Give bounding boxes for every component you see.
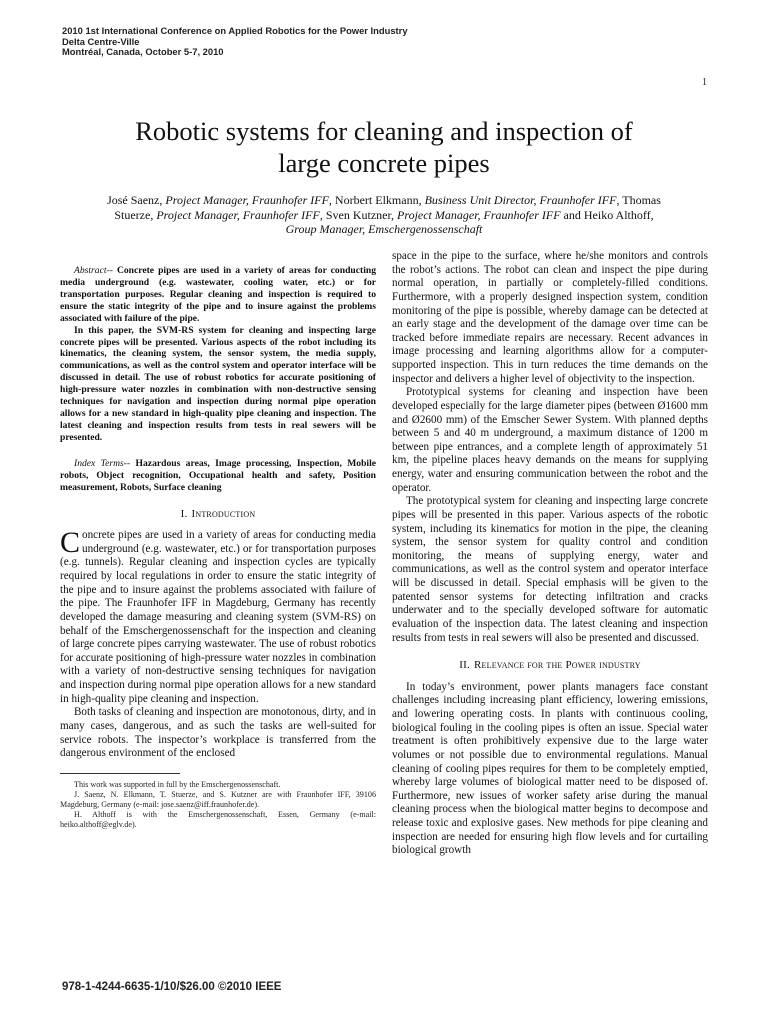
right-column — [392, 250, 708, 858]
paper-title-line-2: large concrete pipes — [278, 148, 490, 178]
author-role: Project Manager, Fraunhofer IFF — [165, 193, 329, 207]
abstract-label: Abstract-- — [74, 265, 113, 276]
intro-paragraph-1 — [60, 526, 376, 706]
paper-title-line-1: Robotic systems for cleaning and inspection of — [135, 116, 633, 146]
index-terms-label: Index Terms-- — [74, 457, 131, 469]
author-name: Sven Kutzner — [325, 207, 392, 222]
drop-cap: C — [60, 526, 81, 560]
intro-paragraph-3: space in the pipe to the surface, where he/she monitors and controls the robot’s actions. The robot can clean and inspect the pipe during normal operation, in partially or completely-filled conditions. Furthermore, with a properly designed inspection system, condition monitoring of the pipe is possible, whereby damage can be detected at an early stage and the development of the damage over time can be tracked before immediate repairs are necessary. Recent advances in image processing and learning algorithms allow for a computer-supported inspection. This in turn reduces the time demands on the inspector and delivers a higher level of objectivity to the inspection. — [392, 250, 708, 385]
section-heading-introduction — [60, 508, 376, 522]
page-number: 1 — [702, 77, 707, 88]
abstract — [60, 265, 376, 325]
section-title: Relevance for the Power industry — [473, 659, 641, 672]
abstract-paragraph-2: In this paper, the SVM-RS system for cleaning and inspecting large concrete pipes will be presented. Various aspects of the robot including its kinematics, the cleaning system, the sensor system, the media supply, communications, as well as the control system and operator interface will be discussed in detail. The use of robust robotics for accurate positioning of high-pressure water nozzles in combination with non-destructive sensing techniques for navigation and inspection during normal pipe operation allows for a new standard in high-quality pipe cleaning and inspection. The latest cleaning and inspection results from tests in real sewers will be presented. — [60, 324, 376, 443]
author-name: José Saenz — [107, 193, 160, 207]
index-terms-text: Hazardous areas, Image processing, Inspection, Mobile robots, Object recognition, Occupational health and safety, Position measurement, Robots, Surface cleaning — [60, 457, 376, 493]
section-title: Introduction — [191, 507, 256, 520]
conference-header — [62, 26, 562, 58]
intro-paragraph-1-text: oncrete pipes are used in a variety of areas for conducting media underground (e.g. wastewater, etc.) or for transportation purposes (e.g. tunnels). Regular cleaning and inspection cycles are typically required by local regulations in order to ensure the static integrity of the pipe and to insure against the problems associated with failure of the pipe. The Fraunhofer IFF in Magdeburg, Germany has recently developed the damage measuring and cleaning system (SVM-RS) on behalf of the Emschergenossenschaft for the inspection and cleaning of large concrete pipes carrying wastewater. The use of robust robotics for accurate positioning of high-pressure water nozzles in combination with a variety of non-destructive sensing techniques for navigation and inspection during normal pipe operation allows for a new standard in high-quality pipe cleaning and inspection. — [60, 529, 376, 705]
footnote-affiliation-1: J. Saenz, N. Elkmann, T. Stuerze, and S. Kutzner are with Fraunhofer IFF, 39106 Magdeburg, Germany (e-mail: jose.saenz@iff.fraunhofer.de). — [60, 789, 376, 809]
isbn-copyright: 978-1-4244-6635-1/10/$26.00 ©2010 IEEE — [62, 981, 282, 993]
conference-venue: Delta Centre-Ville — [62, 35, 140, 47]
footnote-divider — [60, 773, 180, 774]
relevance-paragraph-1: In today’s environment, power plants managers face constant challenges including increasing plant efficiency, lowering emissions, and lowering operating costs. In plants with continuous cooling, biological fouling in the cooling pipes is often an issue. Special water treatment is often prohibitively expensive due to the large water volumes or not possible due to environmental regulations. Manual cleaning of cooling pipes requires for them to be completely emptied, whereby large volumes of biological matter need to be disposed of. Furthermore, new issues of worker safety arise during the manual cleaning process when the biological matter begins to decompose and release toxic and explosive gases. New methods for pipe cleaning and inspection are needed for ensuring high flow levels and for curtailing biological growth — [392, 680, 708, 857]
intro-paragraph-2: Both tasks of cleaning and inspection are monotonous, dirty, and in many cases, dangerous, and as such the tasks are well-suited for service robots. The inspector’s workplace is transferred from the dangerous environment of the enclosed — [60, 706, 376, 760]
index-terms — [60, 458, 376, 494]
intro-paragraph-4: Prototypical systems for cleaning and inspection have been developed especially for the large diameter pipes (between Ø1600 mm and Ø2600 mm) of the Emscher Sewer System. With planned depths between 5 and 40 m underground, a maximum distance of 1200 m between pipe entrances, and a complete length of approximately 51 km, the pipeline places heavy demands on the means for supplying energy, water and ensuring communication between the robot and the operator. — [392, 386, 708, 494]
author-name: Heiko Althoff — [583, 207, 651, 222]
author-role: Project Manager, Fraunhofer IFF — [156, 207, 320, 222]
footnote-affiliation-2: H. Althoff is with the Emschergenossenschaft, Essen, Germany (e-mail: heiko.althoff@eglv.de). — [60, 809, 376, 829]
section-heading-relevance — [392, 659, 708, 673]
conference-location-date: Montréal, Canada, October 5-7, 2010 — [62, 46, 224, 58]
footnote-funding: This work was supported in full by the Emschergenossenschaft. — [74, 779, 281, 789]
author-role: Project Manager, Fraunhofer IFF — [397, 207, 561, 222]
author-name: Norbert Elkmann — [334, 193, 419, 207]
conference-name: 2010 1st International Conference on Applied Robotics for the Power Industry — [62, 25, 408, 36]
intro-paragraph-5: The prototypical system for cleaning and inspecting large concrete pipes will be presented in this paper. Various aspects of the robotic system, including its kinematics for motion in the pipe, the cleaning system, the sensor system for quality control and condition monitoring, the means of supplying energy, water and communications, as well as the control system and operator interface will be discussed in detail. Special emphasis will be given to the patented sensor systems for detecting infiltration and cracks underwater and to the specially developed software for automatic evaluation of the inspection data. The latest cleaning and inspection results from tests in real sewers will also be presented and discussed. — [392, 495, 708, 644]
author-list: José Saenz, Project Manager, Fraunhofer IFF, Norbert Elkmann, Business Unit Director, Fraunhofer IFF, Thomas Stuerze, Project Manager, Fraunhofer IFF, Sven Kutzner, Project Manager, Fraunhofer IFF and Heiko Althoff, Group Manager, Emschergenossenschaft — [107, 193, 661, 237]
paper-title — [40, 115, 728, 179]
abstract-paragraph-1: Concrete pipes are used in a variety of areas for conducting media underground (e.g. wastewater, cooling water, etc.) or for transportation purposes. Regular cleaning and inspection is required to ensure the static integrity of the pipe and to insure against the problems associated with failure of the pipe. — [60, 265, 376, 324]
left-column — [60, 265, 376, 830]
author-role: Group Manager, Emschergenossenschaft — [285, 222, 483, 237]
section-number: II. — [459, 659, 470, 672]
author-name: Thomas Stuerze — [114, 193, 661, 222]
section-number: I. — [180, 507, 188, 520]
author-role: Business Unit Director, Fraunhofer IFF — [424, 193, 617, 207]
